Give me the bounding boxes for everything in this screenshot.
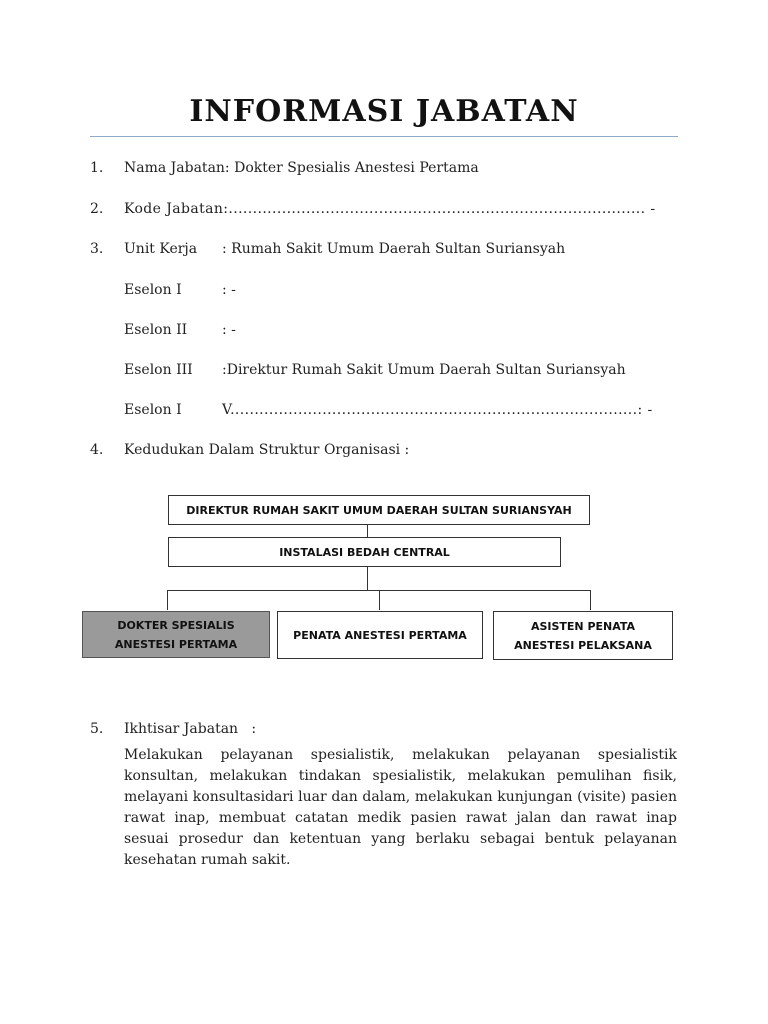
org-box-direktur: DIREKTUR RUMAH SAKIT UMUM DAERAH SULTAN SURIANSYAH bbox=[168, 495, 590, 525]
item-number: 1. bbox=[90, 160, 104, 176]
eselon-value: : - bbox=[222, 282, 236, 298]
org-box-asisten-penata: ASISTEN PENATA ANESTESI PELAKSANA bbox=[493, 611, 673, 660]
item-number: 4. bbox=[90, 442, 104, 458]
eselon-label: Eselon III bbox=[124, 362, 193, 378]
kedudukan-text: Kedudukan Dalam Struktur Organisasi : bbox=[124, 442, 410, 458]
connector-line bbox=[590, 590, 591, 610]
org-box-dokter-spesialis: DOKTER SPESIALIS ANESTESI PERTAMA bbox=[82, 611, 270, 658]
connector-line bbox=[367, 525, 368, 537]
ikhtisar-paragraph: Melakukan pelayanan spesialistik, melakukan pelayanan spesialistik konsultan, melakukan tindakan spesialistik, melakukan pemulihan fisik, melayani konsultasidari luar dan dalam, melakukan kunjungan (visite) pasien rawat inap, membuat catatan medik pasien rawat jalan dan rawat inap sesuai prosedur dan ketentuan yang berlaku sebagai bentuk pelayanan kesehatan rumah sakit. bbox=[124, 747, 677, 868]
item-number: 5. bbox=[90, 721, 104, 737]
org-box-instalasi: INSTALASI BEDAH CENTRAL bbox=[168, 537, 561, 567]
eselon-label: Eselon II bbox=[124, 322, 188, 338]
eselon-label: Eselon I bbox=[124, 282, 182, 298]
document-title: INFORMASI JABATAN bbox=[189, 94, 579, 129]
ikhtisar-label: Ikhtisar Jabatan : bbox=[124, 721, 257, 737]
eselon-value: :Direktur Rumah Sakit Umum Daerah Sultan Suriansyah bbox=[222, 362, 626, 378]
eselon-label: Eselon I bbox=[124, 402, 182, 418]
unit-kerja-label: Unit Kerja bbox=[124, 241, 198, 257]
nama-jabatan-text: Nama Jabatan: Dokter Spesialis Anestesi Pertama bbox=[124, 160, 479, 176]
org-box-penata-anestesi: PENATA ANESTESI PERTAMA bbox=[277, 611, 483, 659]
kode-jabatan-text: Kode Jabatan:...................................................................................... - bbox=[124, 201, 656, 217]
eselon-value: V....................................................................................: - bbox=[222, 402, 653, 418]
unit-kerja-value: : Rumah Sakit Umum Daerah Sultan Suriansyah bbox=[222, 241, 566, 257]
connector-line bbox=[167, 590, 168, 610]
eselon-value: : - bbox=[222, 322, 236, 338]
title-divider bbox=[90, 136, 678, 137]
item-number: 2. bbox=[90, 201, 104, 217]
connector-line bbox=[367, 567, 368, 590]
connector-line bbox=[379, 590, 380, 610]
item-number: 3. bbox=[90, 241, 104, 257]
